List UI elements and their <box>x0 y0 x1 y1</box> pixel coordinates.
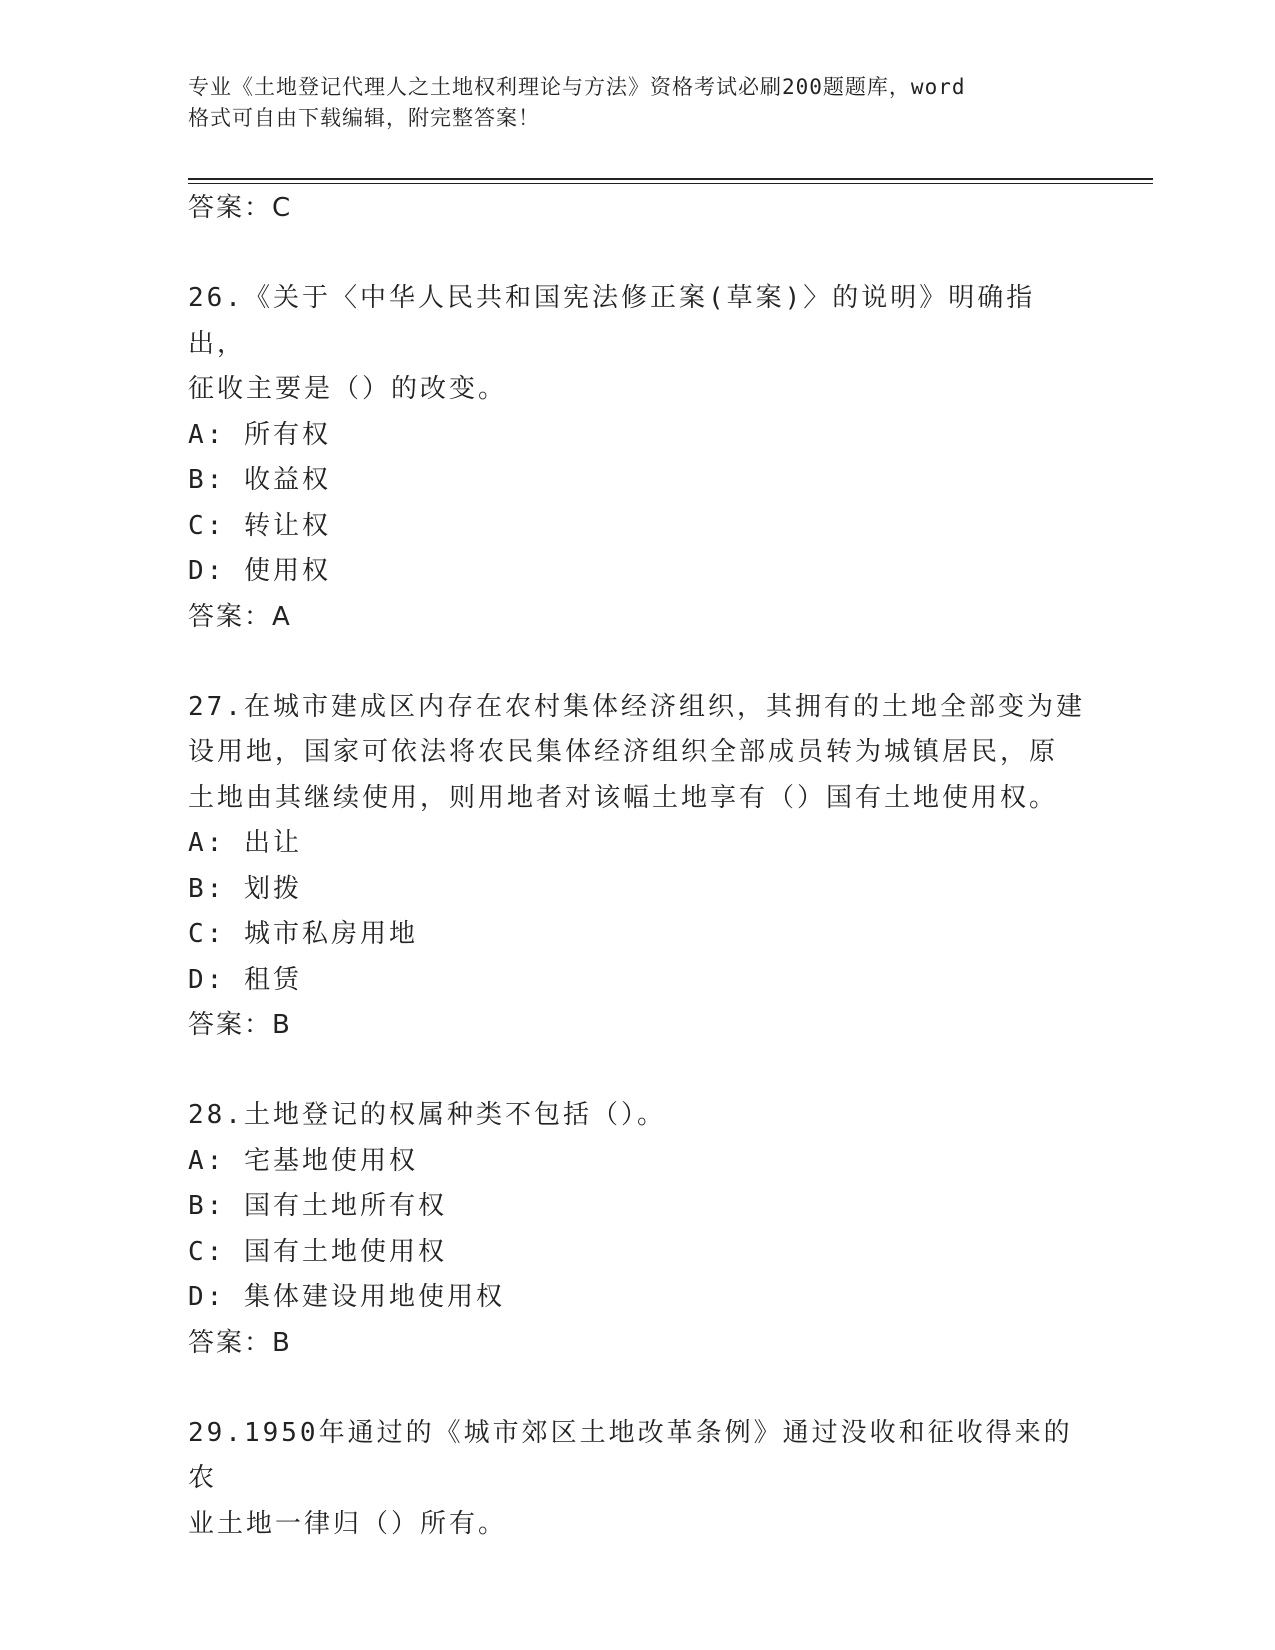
option-a: A: 出让 <box>188 828 302 858</box>
question-text-line: 29.1950年通过的《城市郊区土地改革条例》通过没收和征收得来的农 <box>188 1417 1073 1493</box>
option-b: B: 划拨 <box>188 873 302 904</box>
option-d: D: 租赁 <box>188 964 302 995</box>
option-b: B: 收益权 <box>188 465 331 495</box>
question-text-line: 28.土地登记的权属种类不包括（）。 <box>188 1100 666 1130</box>
answer-line: 答案：B <box>188 1327 292 1358</box>
question-text-line: 土地由其继续使用，则用地者对该幅土地享有（）国有土地使用权。 <box>188 782 1059 813</box>
question-text-line: 27.在城市建成区内存在农村集体经济组织，其拥有的土地全部变为建 <box>188 691 1085 722</box>
question-text-line: 设用地，国家可依法将农民集体经济组织全部成员转为城镇居民，原 <box>188 737 1059 767</box>
question-text-line: 征收主要是（）的改变。 <box>188 374 508 404</box>
document-header <box>188 72 1088 134</box>
option-a: A: 所有权 <box>188 419 331 450</box>
question-text-line: 26.《关于〈中华人民共和国宪法修正案(草案)〉的说明》明确指出， <box>188 283 1036 359</box>
document-body <box>188 186 1088 1547</box>
answer-line: 答案：B <box>188 1010 292 1040</box>
option-d: D: 使用权 <box>188 556 331 586</box>
question-28 <box>188 1093 1088 1366</box>
answer-line: 答案：C <box>188 193 293 223</box>
option-b: B: 国有土地所有权 <box>188 1191 447 1221</box>
option-a: A: 宅基地使用权 <box>188 1145 418 1176</box>
answer-line: 答案：A <box>188 601 292 632</box>
header-line-1: 专业《土地登记代理人之土地权利理论与方法》资格考试必刷200题题库，word <box>188 75 966 99</box>
option-d: D: 集体建设用地使用权 <box>188 1282 505 1312</box>
option-c: C: 国有土地使用权 <box>188 1236 447 1267</box>
option-c: C: 城市私房用地 <box>188 919 418 949</box>
question-26 <box>188 276 1088 640</box>
question-27 <box>188 685 1088 1049</box>
header-line-2: 格式可自由下载编辑，附完整答案！ <box>188 106 540 130</box>
header-divider-thin <box>188 183 1153 184</box>
header-divider <box>188 178 1153 180</box>
option-c: C: 转让权 <box>188 510 331 541</box>
question-text-line: 业土地一律归（）所有。 <box>188 1508 508 1539</box>
question-29 <box>188 1411 1088 1548</box>
